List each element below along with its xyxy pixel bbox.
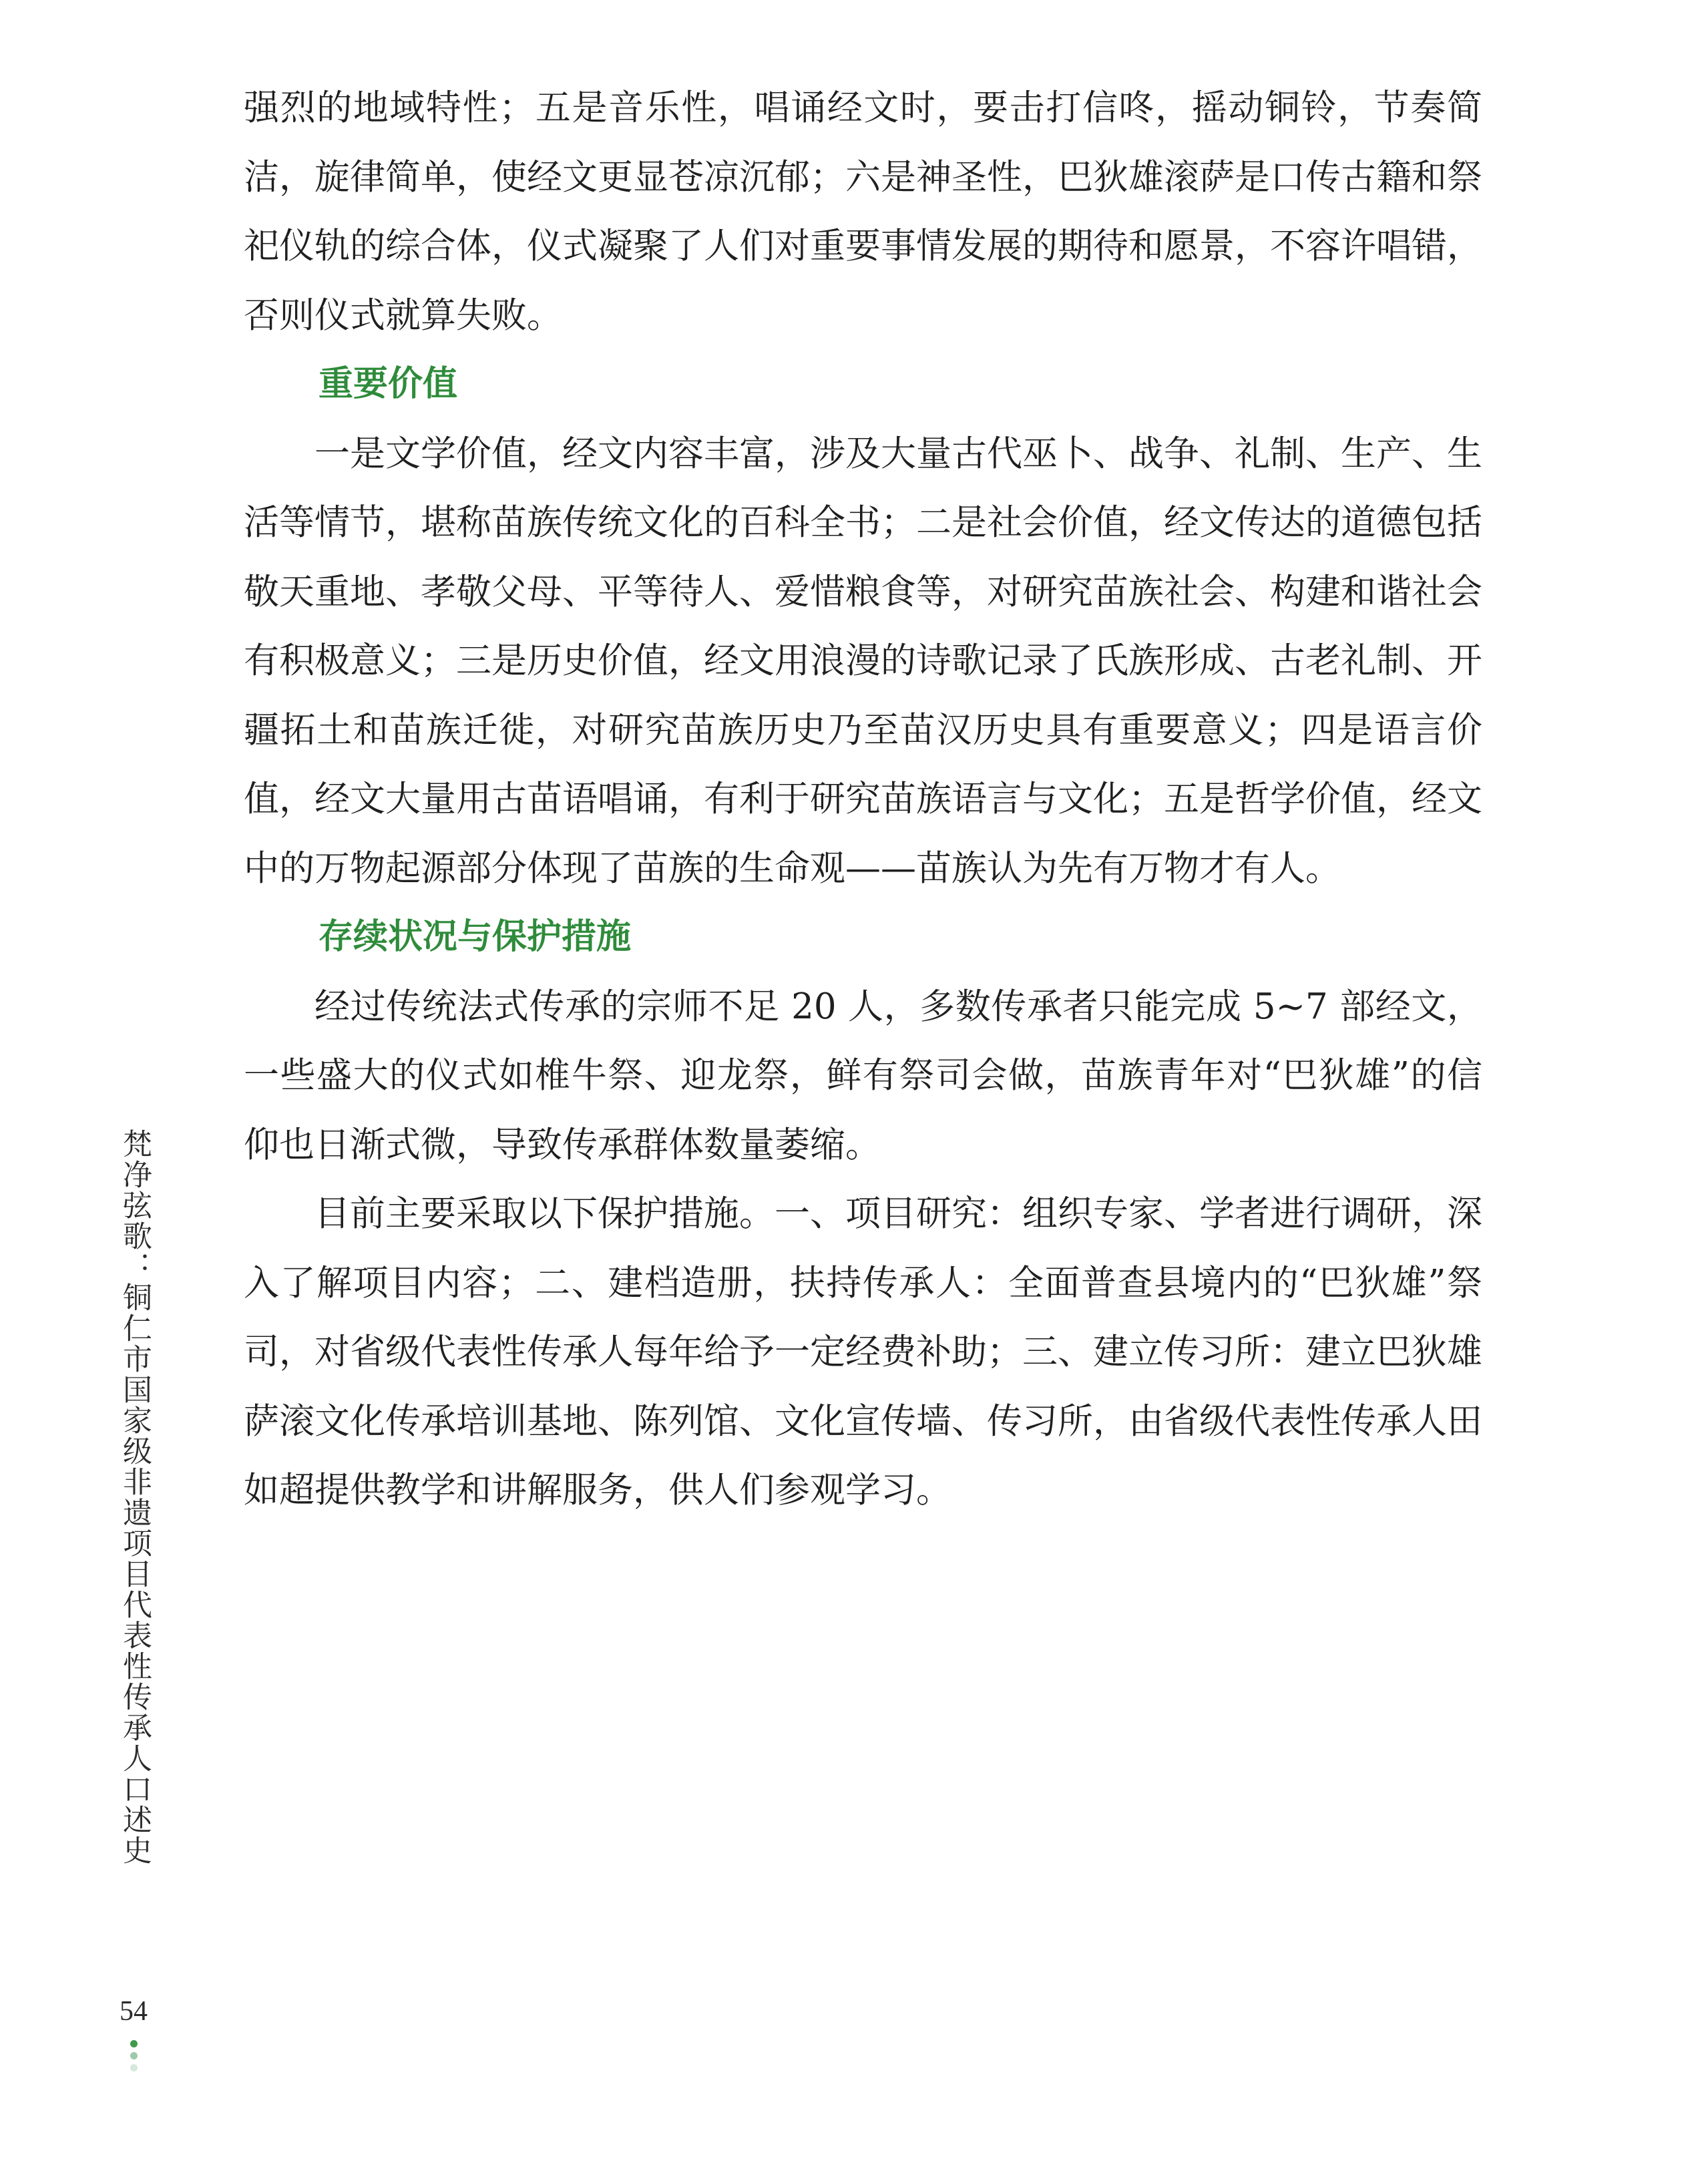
paragraph-value: 一是文学价值，经文内容丰富，涉及大量古代巫卜、战争、礼制、生产、生活等情节，堪称苗族传统文化的百科全书；二是社会价值，经文传达的道德包括敬天重地、孝敬父母、平等待人、爱惜粮食等，对研究苗族社会、构建和谐社会有积极意义；三是历史价值，经文用浪漫的诗歌记录了氏族形成、古老礼制、开疆拓土和苗族迁徙，对研究苗族历史乃至苗汉历史具有重要意义；四是语言价值，经文大量用古苗语唱诵，有利于研究苗族语言与文化；五是哲学价值，经文中的万物起源部分体现了苗族的生命观——苗族认为先有万物才有人。	[244, 433, 1482, 889]
section-heading-status: 存续状况与保护措施	[318, 917, 632, 957]
decorative-dot	[130, 2040, 138, 2047]
decorative-dot	[130, 2052, 138, 2059]
main-text-column	[244, 73, 1482, 1525]
decorative-dot	[130, 2064, 138, 2071]
page-number-dots	[129, 2040, 138, 2076]
paragraph-protection: 目前主要采取以下保护措施。一、项目研究：组织专家、学者进行调研，深入了解项目内容；二、建档造册，扶持传承人：全面普查县境内的“巴狄雄”祭司，对省级代表性传承人每年给予一定经费补助；三、建立传习所：建立巴狄雄萨滚文化传承培训基地、陈列馆、文化宣传墙、传习所，由省级代表性传承人田如超提供教学和讲解服务，供人们参观学习。	[244, 1193, 1482, 1511]
section-heading-value: 重要价值	[318, 364, 458, 404]
running-book-title: 梵净弦歌：铜仁市国家级非遗项目代表性传承人口述史	[118, 1129, 152, 1866]
paragraph-status: 经过传统法式传承的宗师不足 20 人，多数传承者只能完成 5~7 部经文，一些盛大的仪式如椎牛祭、迎龙祭，鲜有祭司会做，苗族青年对“巴狄雄”的信仰也日渐式微，导致传承群体数量萎缩。	[244, 986, 1482, 1165]
paragraph-continued: 强烈的地域特性；五是音乐性，唱诵经文时，要击打信咚，摇动铜铃，节奏简洁，旋律简单，使经文更显苍凉沉郁；六是神圣性，巴狄雄滚萨是口传古籍和祭祀仪轨的综合体，仪式凝聚了人们对重要事情发展的期待和愿景，不容许唱错，否则仪式就算失败。	[244, 87, 1482, 336]
page-number: 54	[120, 1996, 148, 2027]
